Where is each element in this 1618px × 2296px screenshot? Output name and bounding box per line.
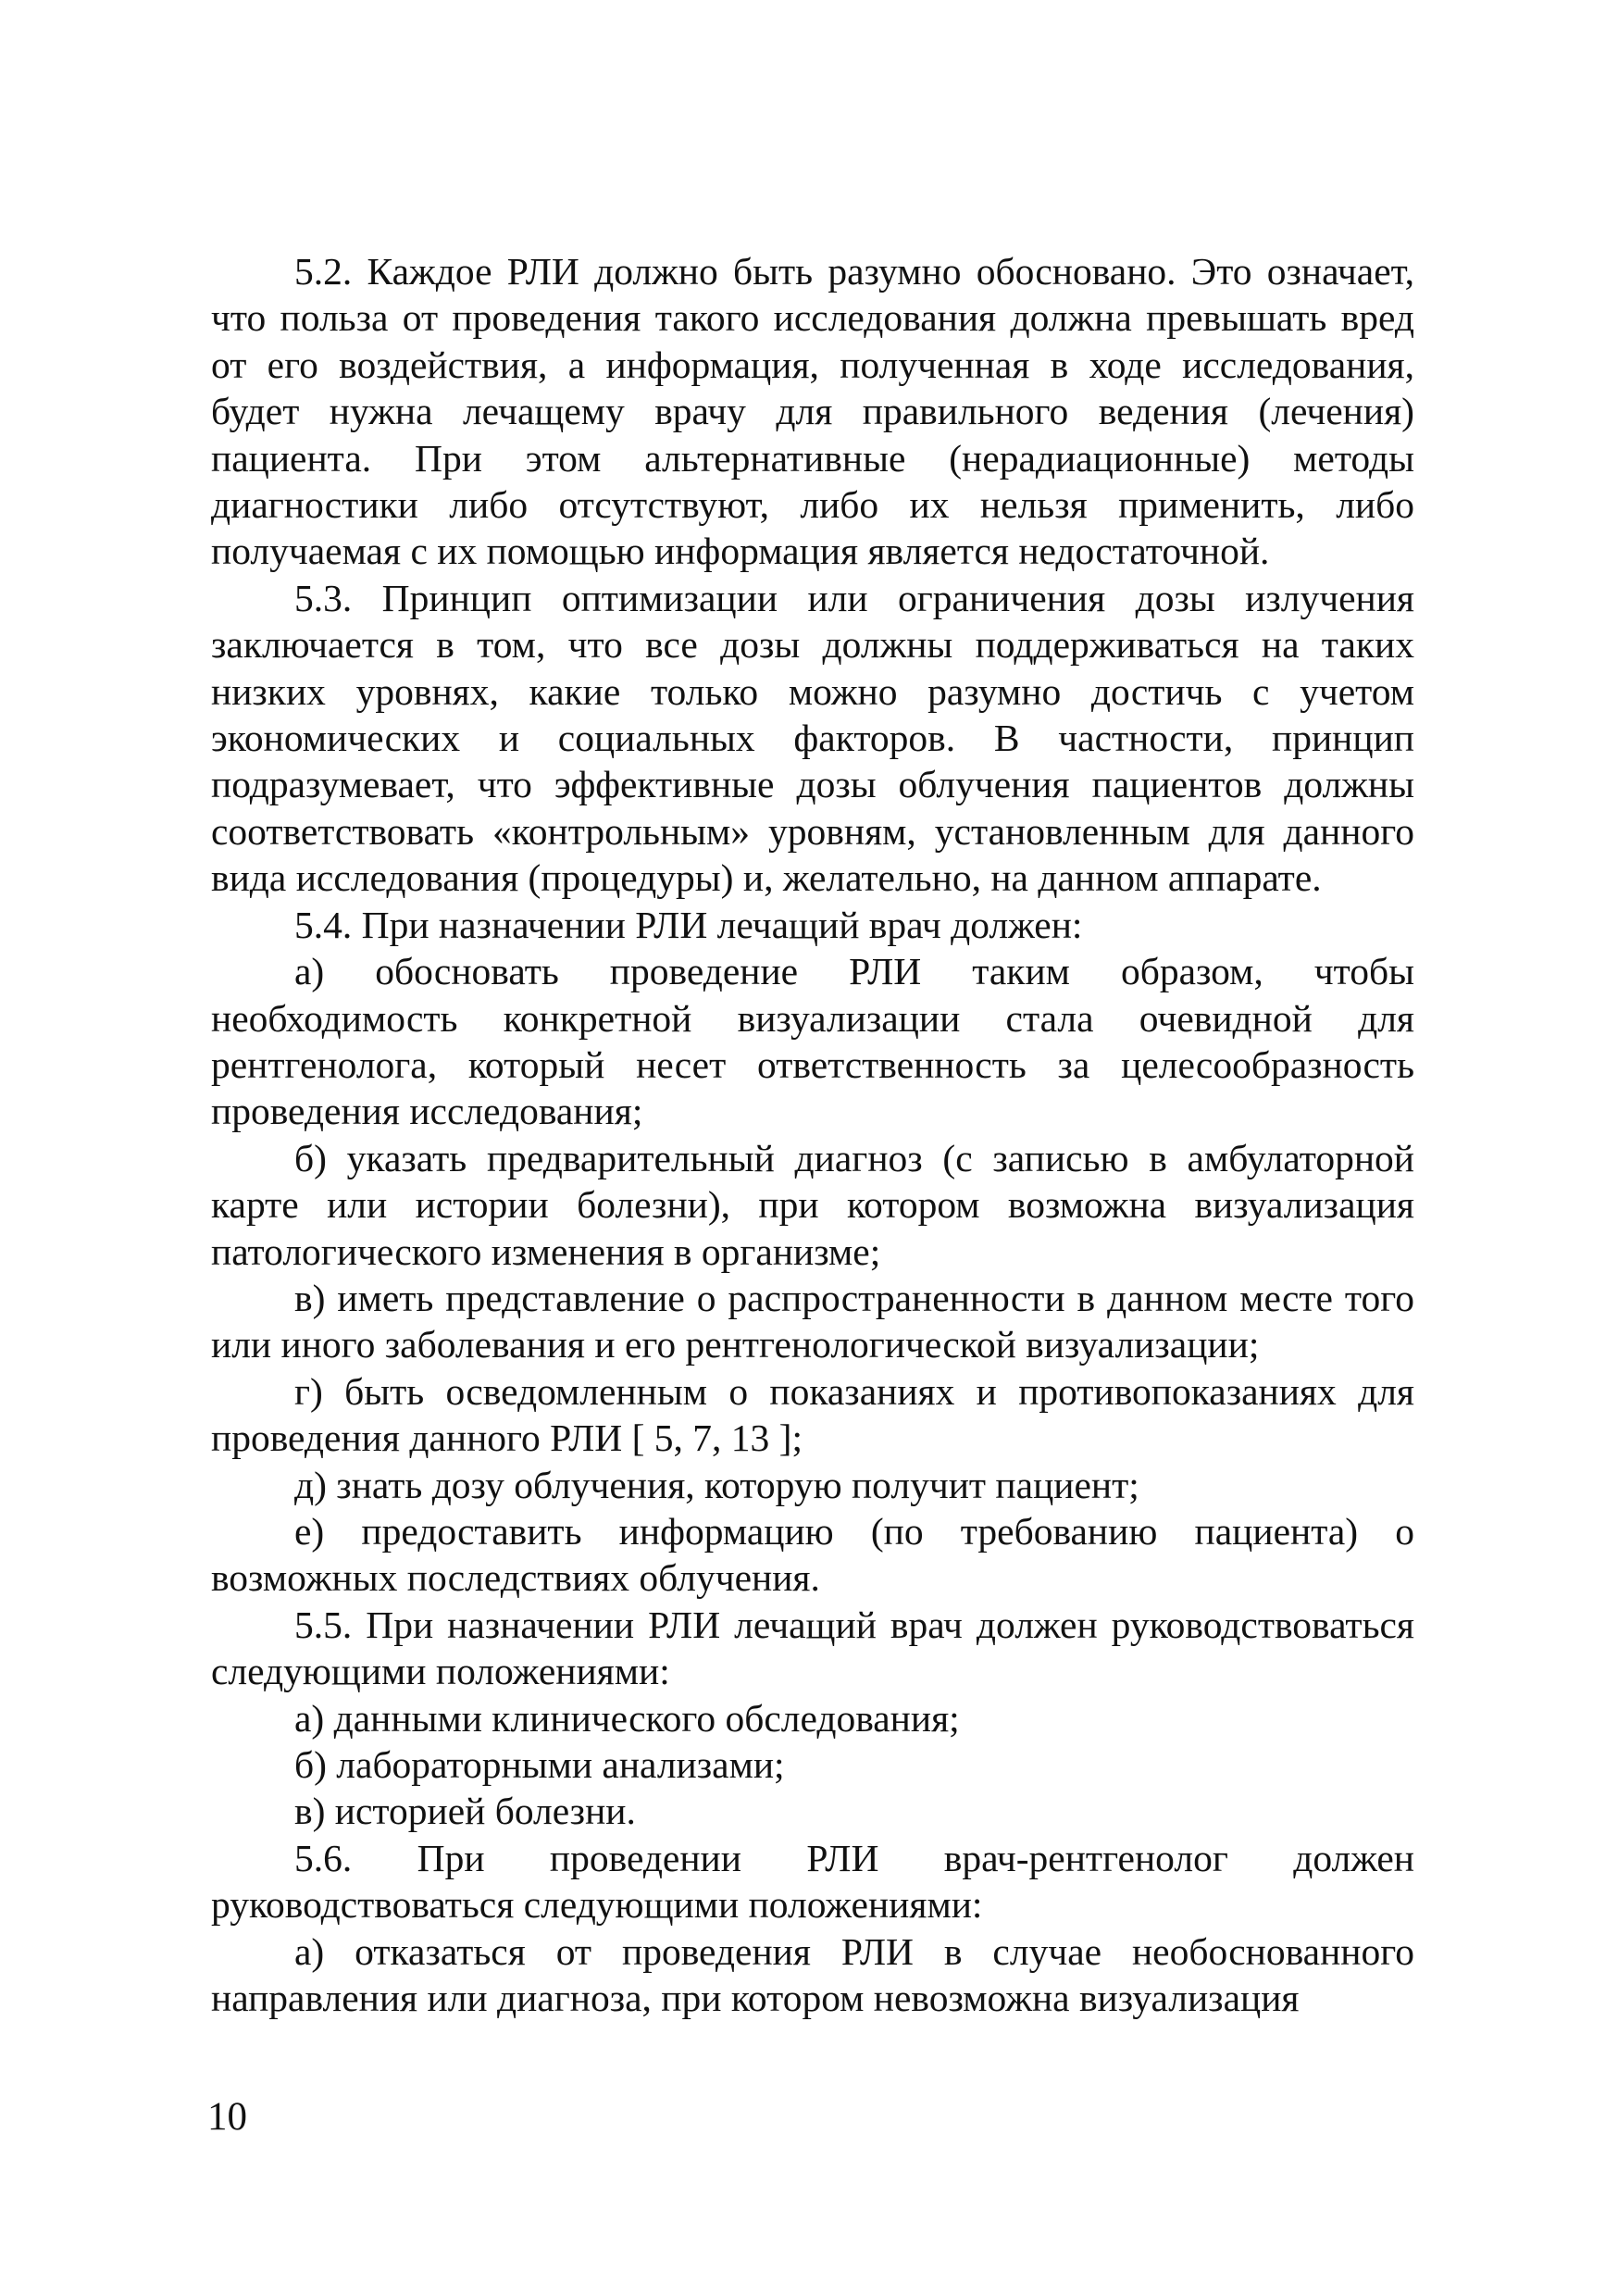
list-item-5-4-b: б) указать предварительный диагноз (с записью в амбулаторной карте или истории болезни), при котором возможна визуализация патологического изменения в организме; bbox=[211, 1136, 1414, 1273]
list-item-5-4-g: г) быть осведомленным о показаниях и противопоказаниях для проведения данного РЛИ [ 5, 7, 13 ]; bbox=[211, 1369, 1414, 1460]
paragraph-5-6: 5.6. При проведении РЛИ врач-рентгенолог должен руководствоваться следующими положениями: bbox=[211, 1836, 1414, 1927]
list-item-5-4-e: е) предоставить информацию (по требованию пациента) о возможных последствиях облучения. bbox=[211, 1509, 1414, 1600]
page-number: 10 bbox=[207, 2095, 247, 2139]
list-item-5-4-v: в) иметь представление о распространенности в данном месте того или иного заболевания и его рентгенологической визуализации; bbox=[211, 1276, 1414, 1366]
paragraph-5-5: 5.5. При назначении РЛИ лечащий врач должен руководствоваться следующими положениями: bbox=[211, 1603, 1414, 1693]
list-item-5-5-b: б) лабораторными анализами; bbox=[294, 1743, 785, 1786]
list-item-5-4-a: а) обосновать проведение РЛИ таким образом, чтобы необходимость конкретной визуализации стала очевидной для рентгенолога, который несет ответственность за целесообразность проведения исследования; bbox=[211, 950, 1414, 1133]
list-item-5-5-a: а) данными клинического обследования; bbox=[294, 1696, 960, 1740]
body-text bbox=[211, 248, 1414, 2021]
paragraph-5-4: 5.4. При назначении РЛИ лечащий врач должен: bbox=[294, 903, 1083, 946]
paragraph-5-2: 5.2. Каждое РЛИ должно быть разумно обосновано. Это означает, что польза от проведения такого исследования должна превышать вред от его воздействия, а информация, полученная в ходе исследования, будет нужна лечащему врачу для правильного ведения (лечения) пациента. При этом альтернативные (нерадиационные) методы диагностики либо отсутствуют, либо их нельзя применить, либо получаемая с их помощью информация является недостаточной. bbox=[211, 250, 1414, 573]
list-item-5-5-v: в) историей болезни. bbox=[294, 1790, 636, 1833]
list-item-5-6-a: а) отказаться от проведения РЛИ в случае необоснованного направления или диагноза, при котором невозможна визуализация bbox=[211, 1929, 1414, 2020]
list-item-5-4-d: д) знать дозу облучения, которую получит пациент; bbox=[294, 1463, 1139, 1506]
paragraph-5-3: 5.3. Принцип оптимизации или ограничения дозы излучения заключается в том, что все дозы должны поддерживаться на таких низких уровнях, какие только можно разумно достичь с учетом экономических и социальных факторов. В частности, принцип подразумевает, что эффективные дозы облучения пациентов должны соответствовать «контрольным» уровням, установленным для данного вида исследования (процедуры) и, желательно, на данном аппарате. bbox=[211, 576, 1414, 900]
